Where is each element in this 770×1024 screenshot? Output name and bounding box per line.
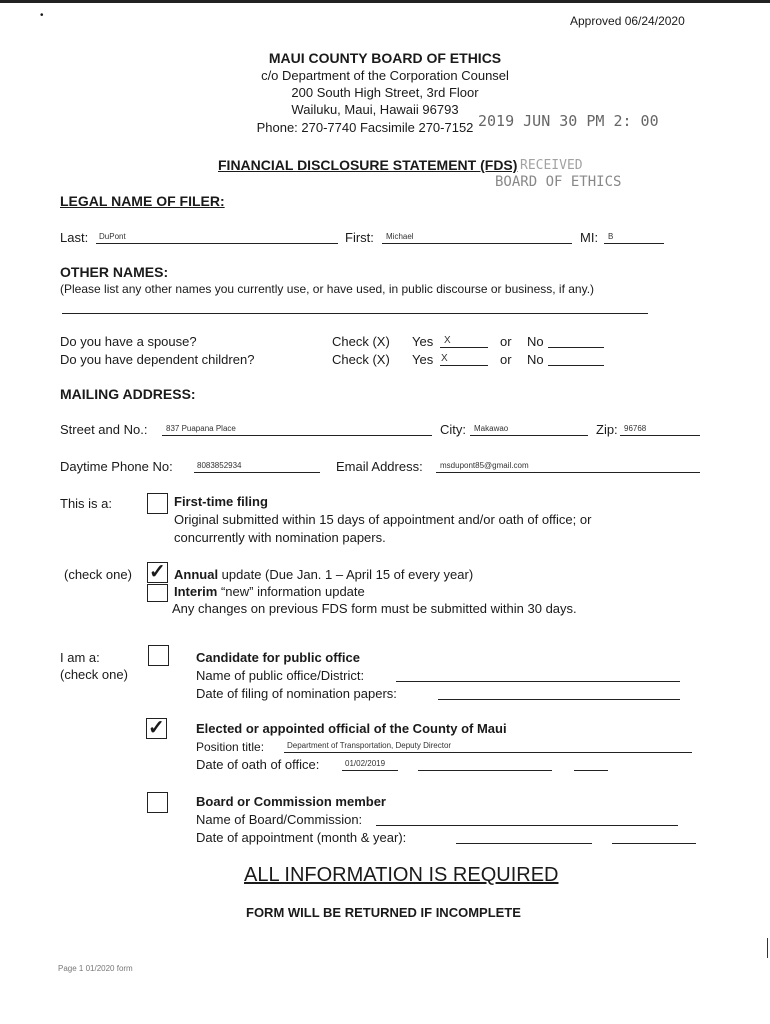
zip-field[interactable] <box>620 435 700 436</box>
legal-name-heading: LEGAL NAME OF FILER: <box>60 193 225 209</box>
official-checkbox[interactable] <box>146 718 167 739</box>
received-stamp-word: RECEIVED <box>520 158 583 173</box>
last-name-field[interactable] <box>96 243 338 244</box>
first-name-label: First: <box>345 230 374 245</box>
spouse-or: or <box>500 334 512 349</box>
position-field[interactable] <box>284 752 692 753</box>
first-time-desc-2: concurrently with nomination papers. <box>174 530 386 545</box>
children-yes-value: X <box>441 353 448 364</box>
filing-check-one: (check one) <box>64 567 132 582</box>
street-field[interactable] <box>162 435 432 436</box>
interim-desc: Any changes on previous FDS form must be submitted within 30 days. <box>172 601 577 616</box>
candidate-date-label: Date of filing of nomination papers: <box>196 686 397 701</box>
street-label: Street and No.: <box>60 422 148 437</box>
interim-bold: Interim <box>174 584 218 599</box>
spouse-question: Do you have a spouse? <box>60 334 197 349</box>
i-am-a-label: I am a: <box>60 650 100 665</box>
email-label: Email Address: <box>336 459 423 474</box>
role-check-one: (check one) <box>60 667 128 682</box>
board-date-field-1[interactable] <box>456 843 592 844</box>
email-field[interactable] <box>436 472 700 473</box>
mi-value: B <box>608 232 614 241</box>
spouse-no-field[interactable] <box>548 347 604 348</box>
spouse-check-label: Check (X) <box>332 334 390 349</box>
position-label: Position title: <box>196 740 265 754</box>
city-label: City: <box>440 422 466 437</box>
check-mark-icon: ✓ <box>149 561 166 583</box>
annual-bold: Annual <box>174 567 219 582</box>
mi-label: MI: <box>580 230 599 245</box>
scan-edge-mark <box>767 938 768 958</box>
children-check-label: Check (X) <box>332 352 390 367</box>
candidate-office-label: Name of public office/District: <box>196 668 365 683</box>
interim-label <box>174 584 365 599</box>
oath-field-year[interactable] <box>574 770 608 771</box>
other-names-note: (Please list any other names you currently use, or have used, in public discourse or business, if any.) <box>60 282 595 296</box>
oath-label: Date of oath of office: <box>196 757 320 772</box>
email-value: msdupont85@gmail.com <box>440 461 529 470</box>
interim-checkbox[interactable] <box>147 584 168 602</box>
position-value: Department of Transportation, Deputy Director <box>287 741 452 750</box>
mi-field[interactable] <box>604 243 664 244</box>
phone-label: Daytime Phone No: <box>60 459 173 474</box>
oath-field-month[interactable] <box>418 770 552 771</box>
street-value: 837 Puapana Place <box>166 424 236 433</box>
spouse-yes-field[interactable] <box>440 347 488 348</box>
top-border <box>0 0 770 3</box>
annual-rest: update (Due Jan. 1 – April 15 of every year) <box>218 567 474 582</box>
children-or: or <box>500 352 512 367</box>
spouse-yes-value: X <box>444 335 451 346</box>
candidate-title: Candidate for public office <box>196 650 360 665</box>
approved-date: Approved 06/24/2020 <box>570 14 685 28</box>
children-yes-field[interactable] <box>440 365 488 366</box>
first-time-checkbox[interactable] <box>147 493 168 514</box>
other-names-heading: OTHER NAMES: <box>60 264 169 280</box>
children-no-label: No <box>527 352 544 367</box>
header-line-1: c/o Department of the Corporation Counsel <box>261 68 509 83</box>
last-name-label: Last: <box>60 230 89 245</box>
form-title: FINANCIAL DISCLOSURE STATEMENT (FDS) <box>218 157 518 173</box>
header-line-4: Phone: 270-7740 Facsimile 270-7152 <box>256 120 474 135</box>
required-notice: ALL INFORMATION IS REQUIRED <box>244 864 559 886</box>
last-name-value: DuPont <box>99 232 126 241</box>
received-stamp-date: 2019 JUN 30 PM 2: 00 <box>478 112 659 130</box>
zip-label: Zip: <box>596 422 618 437</box>
first-name-field[interactable] <box>382 243 572 244</box>
candidate-office-field[interactable] <box>396 681 680 682</box>
board-name-field[interactable] <box>376 825 678 826</box>
children-yes-label: Yes <box>412 352 434 367</box>
other-names-field[interactable] <box>62 313 648 314</box>
returned-notice: FORM WILL BE RETURNED IF INCOMPLETE <box>246 905 521 920</box>
oath-field[interactable] <box>342 770 398 771</box>
board-title: Board or Commission member <box>196 794 386 809</box>
annual-checkbox[interactable] <box>147 562 168 583</box>
city-field[interactable] <box>470 435 588 436</box>
header-line-3: Wailuku, Maui, Hawaii 96793 <box>291 102 459 117</box>
spouse-no-label: No <box>527 334 544 349</box>
board-checkbox[interactable] <box>147 792 168 813</box>
phone-value: 8083852934 <box>197 461 242 470</box>
check-mark-icon: ✓ <box>148 717 165 739</box>
zip-value: 96768 <box>624 424 647 433</box>
scan-mark: • <box>40 10 44 21</box>
first-time-desc-1: Original submitted within 15 days of appointment and/or oath of office; or <box>174 512 592 527</box>
first-time-title: First-time filing <box>174 494 268 509</box>
board-date-label: Date of appointment (month & year): <box>196 830 407 845</box>
page-footer: Page 1 01/2020 form <box>58 964 133 973</box>
candidate-date-field[interactable] <box>438 699 680 700</box>
city-value: Makawao <box>474 424 509 433</box>
this-is-a-label: This is a: <box>60 496 113 511</box>
official-title: Elected or appointed official of the County of Maui <box>196 721 507 736</box>
annual-label <box>174 567 473 582</box>
phone-field[interactable] <box>194 472 320 473</box>
interim-rest: “new” information update <box>217 584 365 599</box>
received-stamp-board: BOARD OF ETHICS <box>495 174 622 190</box>
spouse-yes-label: Yes <box>412 334 434 349</box>
org-title: MAUI COUNTY BOARD OF ETHICS <box>268 50 502 66</box>
board-date-field-2[interactable] <box>612 843 696 844</box>
address-text: 200 South High Street, 3rd Floor <box>291 85 479 100</box>
mailing-heading: MAILING ADDRESS: <box>60 386 196 402</box>
children-no-field[interactable] <box>548 365 604 366</box>
board-name-label: Name of Board/Commission: <box>196 812 363 827</box>
candidate-checkbox[interactable] <box>148 645 169 666</box>
oath-value: 01/02/2019 <box>345 759 386 768</box>
first-name-value: Michael <box>386 232 414 241</box>
header-line-2 <box>0 85 770 100</box>
children-question: Do you have dependent children? <box>60 352 255 367</box>
